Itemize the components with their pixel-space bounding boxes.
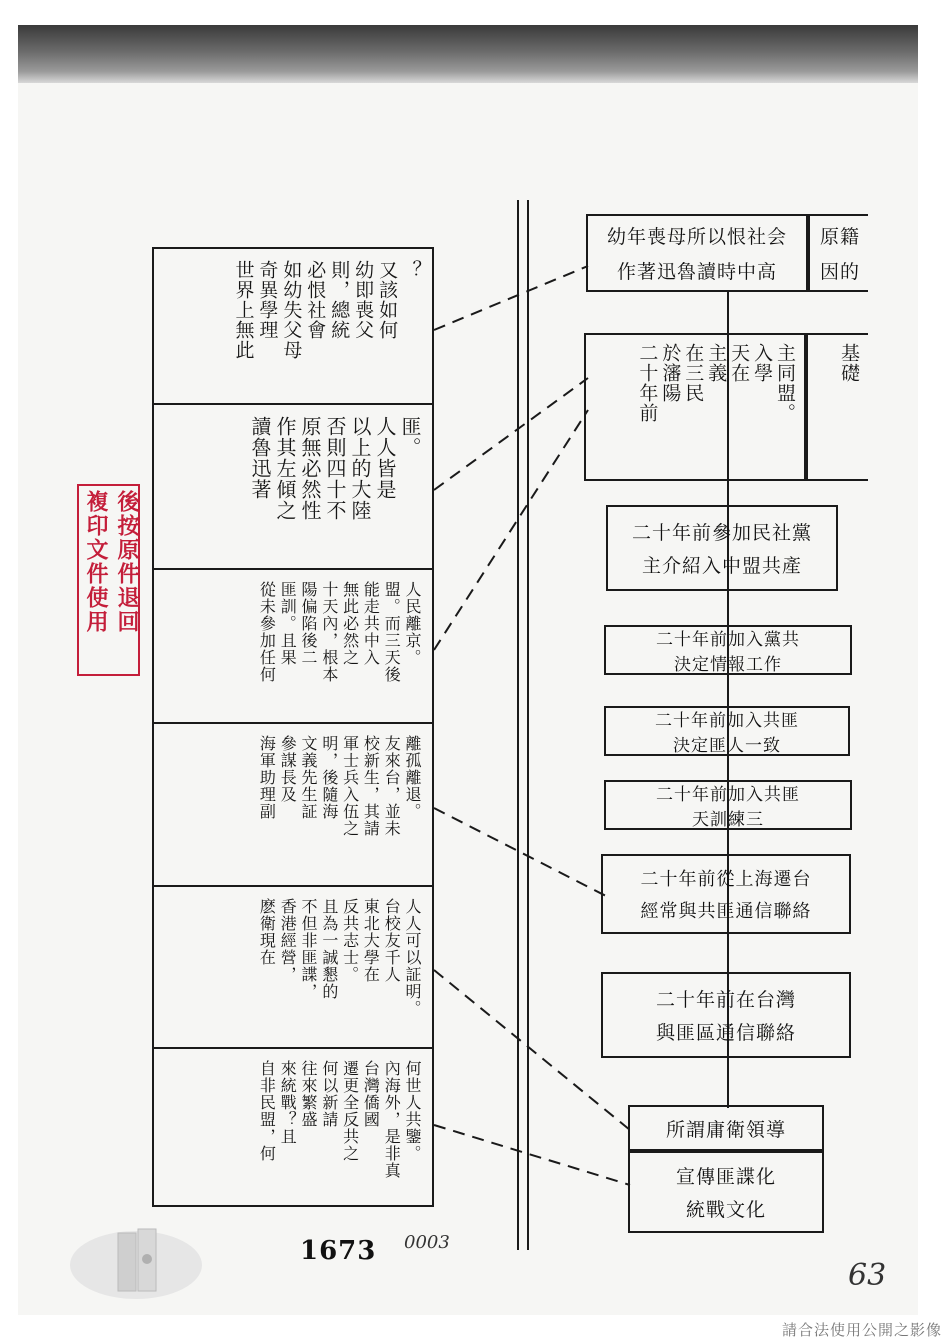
cell-text: 香港經營， xyxy=(278,898,298,983)
cell-text: 人人可以証明。 xyxy=(403,898,422,1017)
cell-text: 奇異學理 xyxy=(256,260,279,340)
cell-text: 則，總統 xyxy=(328,260,351,340)
box-text: 天在 xyxy=(728,343,751,383)
cell-text: 且為一誠懇的 xyxy=(319,898,339,1000)
box-text: 與匪區通信聯絡 xyxy=(655,1022,796,1044)
cell-text: 匪訓。且果 xyxy=(278,581,298,666)
right-partial-box-mid xyxy=(806,333,868,481)
table-cell-6 xyxy=(152,1050,434,1205)
cell-text: 內海外，是非真 xyxy=(382,1060,402,1179)
cell-text: 原無必然性 xyxy=(298,416,322,521)
cell-text: 何世人共鑒。 xyxy=(403,1060,422,1162)
cell-text: 作其左傾之 xyxy=(273,416,297,521)
table-cell-5 xyxy=(152,888,434,1047)
table-cell-4 xyxy=(152,725,434,885)
cell-text: 人人皆是 xyxy=(373,416,397,500)
cell-text: 十天內，根本 xyxy=(319,581,339,683)
box-text: 二十年前加入黨共 xyxy=(656,630,800,650)
cell-text: 麽衛現在 xyxy=(257,898,277,966)
cell-text: 不但非匪諜， xyxy=(299,898,319,1000)
copy-stamp xyxy=(77,484,140,676)
cell-text: 讀魯迅著 xyxy=(248,416,272,500)
box-text: 天訓練三 xyxy=(692,810,764,830)
cell-text: 往來繁盛 xyxy=(299,1060,319,1128)
table-divider xyxy=(152,1047,434,1049)
box-text: 決定情報工作 xyxy=(674,655,782,675)
box-text: 原籍 xyxy=(820,226,861,248)
box-text: 二十年前從上海遷台 xyxy=(640,869,812,890)
stamp-col-2: 後按原件退回 xyxy=(114,490,140,634)
cell-text: 軍士兵入伍之 xyxy=(340,735,360,837)
table-divider xyxy=(152,885,434,887)
box-text: 所謂庸衛領導 xyxy=(665,1118,786,1141)
right-box-4 xyxy=(604,625,852,675)
cell-text: 遷更全反共之 xyxy=(340,1060,360,1162)
cell-text: 參謀長及 xyxy=(278,735,298,803)
cell-text: 離孤離退。 xyxy=(403,735,422,820)
box-text: 於瀋陽 xyxy=(659,343,682,403)
cell-text: 無此必然之 xyxy=(340,581,360,666)
cell-text: 自非民盟，何 xyxy=(257,1060,277,1162)
corner-number: 63 xyxy=(848,1258,887,1293)
table-divider xyxy=(152,722,434,724)
cell-text: 必恨社會 xyxy=(304,260,327,340)
box-text: 二十年前加入共匪 xyxy=(655,711,799,731)
cell-text: 來統戰？且 xyxy=(278,1060,298,1145)
cell-text: 盟。而三天後 xyxy=(382,581,402,683)
right-box-5 xyxy=(604,706,850,756)
cell-text: 反共志士。 xyxy=(340,898,360,983)
cell-text: 匪。 xyxy=(398,416,422,458)
table-divider xyxy=(152,403,434,405)
cell-text: 台校友千人 xyxy=(382,898,402,983)
cell-text: 以上的大陸 xyxy=(348,416,372,521)
box-text: 統戰文化 xyxy=(685,1199,766,1221)
box-text: 在三民 xyxy=(682,343,705,403)
cell-text: 幼即喪父 xyxy=(352,260,375,340)
cell-text: 否則四十不 xyxy=(323,416,347,521)
cell-text: 如幼失父母 xyxy=(280,260,303,360)
box-text: 幼年喪母所以恨社会 xyxy=(606,226,787,248)
cell-text: 又該如何 xyxy=(376,260,399,340)
cell-text: 友來台，並未 xyxy=(382,735,402,837)
box-text: 因的 xyxy=(820,261,861,283)
table-cell-1 xyxy=(152,250,434,403)
box-text: 主義 xyxy=(705,343,728,383)
cell-text: 陽偏陷後二 xyxy=(299,581,319,666)
cell-text: 人民離京。 xyxy=(403,581,422,666)
right-box-6 xyxy=(604,780,852,830)
table-divider xyxy=(152,568,434,570)
stamp-col-1: 複印文件使用 xyxy=(83,490,109,634)
box-text: 二十年前 xyxy=(636,343,659,423)
right-box-3 xyxy=(606,505,838,591)
right-box-8 xyxy=(601,972,851,1058)
cell-text: 海軍助理副 xyxy=(257,735,277,820)
right-box-9 xyxy=(628,1105,824,1151)
cell-text: 世界上無此 xyxy=(232,260,255,360)
cell-text: 東北大學在 xyxy=(361,898,381,983)
usage-footer: 請合法使用公開之影像 xyxy=(781,1321,942,1339)
box-text: 二十年前加入共匪 xyxy=(656,785,800,805)
box-text: 入學 xyxy=(751,343,774,383)
box-text: 二十年前在台灣 xyxy=(655,989,796,1011)
right-box-2 xyxy=(584,333,806,481)
box-text: 二十年前參加民社黨 xyxy=(631,522,812,544)
box-text: 基礎 xyxy=(838,343,860,383)
cell-text: 能走共中入 xyxy=(361,581,381,666)
cell-text: 從未參加任何 xyxy=(257,581,277,683)
right-box-10 xyxy=(628,1151,824,1233)
archive-logo-icon xyxy=(66,1215,206,1305)
box-text: 主介紹入中盟共產 xyxy=(641,555,802,577)
cell-text: 校新生，其請 xyxy=(361,735,381,837)
right-box-7 xyxy=(601,854,851,934)
box-text: 決定匪人一致 xyxy=(673,736,781,756)
handwritten-number: 0003 xyxy=(404,1232,450,1253)
table-cell-3 xyxy=(152,571,434,722)
cell-text: 文義先生証 xyxy=(299,735,319,820)
cell-text: 明，後隨海 xyxy=(319,735,339,820)
box-text: 經常與共匪通信聯絡 xyxy=(640,901,812,922)
page-number: 1673 xyxy=(300,1236,377,1266)
box-text: 主同盟。 xyxy=(774,343,796,423)
box-text: 作著迅魯讀時中高 xyxy=(616,261,777,283)
box-text: 宣傳匪諜化 xyxy=(675,1166,776,1188)
cell-text: 何以新請 xyxy=(319,1060,339,1128)
cell-text: ？ xyxy=(400,260,422,280)
right-partial-box-top xyxy=(808,214,868,292)
table-cell-2 xyxy=(152,406,434,568)
right-box-1 xyxy=(586,214,808,292)
cell-text: 台灣僑國 xyxy=(361,1060,381,1128)
